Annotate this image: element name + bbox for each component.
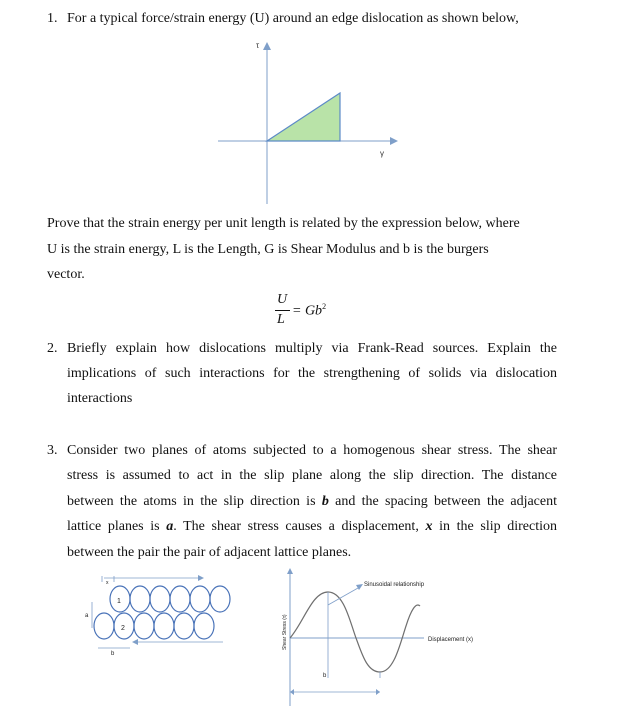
sine-curve xyxy=(290,592,420,672)
shear-arrowhead-bottom xyxy=(132,639,138,645)
q2-line-2: implications of such interactions for the strengthening of solids via dislocation xyxy=(67,366,557,381)
q3-line-5: between the pair the pair of adjacent lattice planes. xyxy=(67,545,352,560)
eq-rhs: = $Gb^2$ xyxy=(292,302,327,319)
eq-numerator: U xyxy=(277,292,288,307)
q3-number: 3. xyxy=(47,443,58,458)
plane-1-label: 1 xyxy=(117,598,121,605)
q1-number: 1. xyxy=(47,11,58,26)
atom-bottom-1 xyxy=(94,613,114,639)
q2-line-1: Briefly explain how dislocations multiply via Frank-Read sources. Explain the xyxy=(67,341,557,356)
atom-top-3 xyxy=(150,586,170,612)
q3-line-3: between the atoms in the slip direction is b and the spacing between the adjacent xyxy=(67,494,557,509)
x-variable: x xyxy=(425,519,433,534)
atom-top-4 xyxy=(170,586,190,612)
q2-number: 2. xyxy=(47,341,58,356)
a-dimension-label: a xyxy=(85,613,89,619)
sinusoidal-figure xyxy=(270,566,500,708)
strain-energy-area xyxy=(267,93,340,141)
q1-text: For a typical force/strain energy (U) around an edge dislocation as shown below, xyxy=(67,11,519,26)
plane-2-label: 2 xyxy=(121,625,125,632)
a-variable: a xyxy=(166,519,174,534)
atom-top-2 xyxy=(130,586,150,612)
atom-bottom-5 xyxy=(174,613,194,639)
shear-arrowhead-top xyxy=(198,575,204,581)
atom-bottom-3 xyxy=(134,613,154,639)
q1-prove-line-3: vector. xyxy=(47,267,85,282)
displacement-label: Displacement (x) xyxy=(428,637,474,643)
graph-x-arrow xyxy=(390,137,398,145)
atom-planes-figure xyxy=(78,572,238,660)
graph-y-label: τ xyxy=(256,41,260,50)
q2-line-3: interactions xyxy=(67,391,133,406)
atom-top-5 xyxy=(190,586,210,612)
q3-line-2: stress is assumed to act in the slip plane along the slip direction. The distance xyxy=(67,468,557,483)
b-variable: b xyxy=(321,494,329,509)
eq-denominator: L xyxy=(277,312,285,327)
graph-x-label: γ xyxy=(380,149,384,158)
b-dimension-label: b xyxy=(111,651,115,657)
q1-prove-line-1: Prove that the strain energy per unit length is related by the expression below, where xyxy=(47,216,520,231)
atom-bottom-4 xyxy=(154,613,174,639)
equation xyxy=(273,292,353,332)
sine-y-arrow xyxy=(287,568,293,574)
eq-exponent: 2 xyxy=(322,302,327,311)
sine-b-label: b xyxy=(323,673,327,679)
graph-y-arrow xyxy=(263,42,271,50)
curve-label: Sinusoidal relationship xyxy=(364,582,425,588)
atom-bottom-6 xyxy=(194,613,214,639)
atom-top-6 xyxy=(210,586,230,612)
strain-energy-graph xyxy=(210,36,410,208)
q3-line-1: Consider two planes of atoms subjected to a homogenous shear stress. The shear xyxy=(67,443,557,458)
q3-line-4: lattice planes is a. The shear stress causes a displacement, x in the slip direction xyxy=(67,519,557,534)
q1-prove-line-2: U is the strain energy, L is the Length, G is Shear Modulus and b is the burgers xyxy=(47,242,489,257)
shear-stress-label: Shear Stress (τ) xyxy=(282,614,288,650)
x-dimension-label: x xyxy=(106,580,109,586)
eq-fraction-bar xyxy=(275,310,290,311)
